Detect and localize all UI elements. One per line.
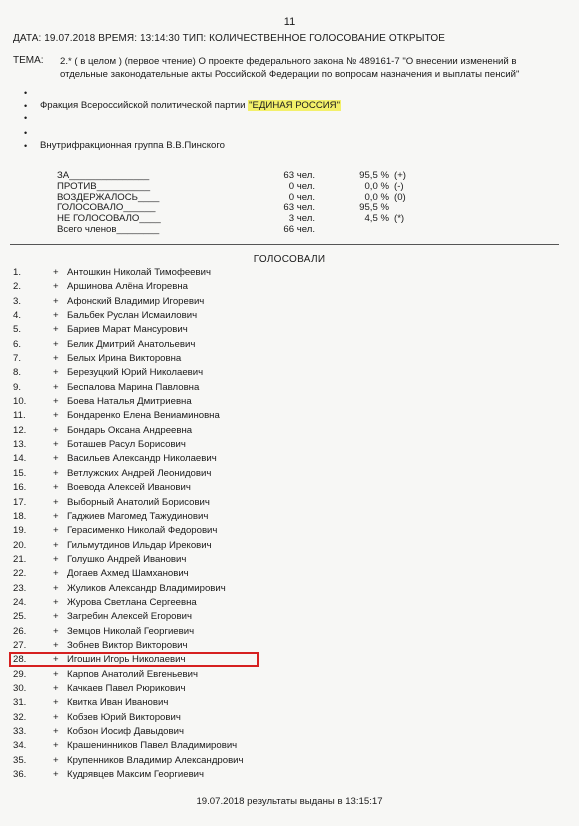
tema-label: ТЕМА: (13, 55, 44, 66)
voter-number: 8. (13, 367, 22, 379)
voter-row (13, 524, 393, 538)
voter-row (13, 352, 393, 366)
voter-name: Афонский Владимир Игоревич (67, 295, 205, 307)
voter-number: 23. (13, 582, 27, 594)
voter-vote: + (53, 726, 59, 737)
voter-row (13, 682, 393, 696)
faction-prefix: Фракция Всероссийской политической партии (40, 100, 249, 111)
voter-name: Жуликов Александр Владимирович (67, 582, 226, 594)
result-count: 63 чел. (283, 170, 315, 181)
voter-name: Кобзон Иосиф Давыдович (67, 726, 184, 737)
voter-row (13, 596, 393, 610)
voter-name: Квитка Иван Иванович (67, 697, 169, 709)
voter-number: 28. (13, 654, 27, 666)
result-count: 66 чел. (283, 223, 315, 235)
voter-name: Гаджиев Магомед Тажудинович (67, 510, 209, 522)
voter-name: Кобзев Юрий Викторович (67, 711, 181, 723)
voter-name: Бариев Марат Мансурович (67, 324, 188, 336)
voter-name: Боташев Расул Борисович (67, 439, 186, 451)
voter-name: Догаев Ахмед Шамханович (67, 568, 189, 580)
voter-name: Кудрявцев Максим Георгиевич (67, 769, 205, 781)
voter-name: Березуцкий Юрий Николаевич (67, 367, 204, 379)
voter-row (13, 696, 393, 710)
voter-name: Белых Ирина Викторовна (67, 353, 182, 365)
voter-row (13, 467, 393, 481)
voter-row (13, 725, 393, 739)
voter-vote: + (53, 754, 59, 766)
voter-number: 29. (13, 668, 27, 680)
voter-row (13, 323, 393, 337)
voter-number: 16. (13, 482, 27, 494)
voter-name: Игошин Игорь Николаевич (67, 654, 186, 666)
voter-number: 30. (13, 682, 27, 694)
voter-row (13, 610, 393, 624)
voter-row (13, 754, 393, 768)
footer-note: 19.07.2018 результаты выданы в 13:15:17 (196, 796, 383, 807)
page-number: 11 (283, 16, 296, 28)
voter-row (13, 438, 393, 452)
voter-name: Аршинова Алёна Игоревна (67, 281, 188, 293)
voter-row (13, 739, 393, 753)
voter-vote: + (53, 439, 59, 451)
voter-name: Воевода Алексей Иванович (67, 482, 191, 494)
voter-number: 7. (13, 353, 22, 365)
bullet-marker: • (24, 141, 28, 151)
result-label: ВОЗДЕРЖАЛОСЬ____ (57, 191, 160, 203)
voter-row (13, 553, 393, 567)
voter-row (13, 582, 393, 596)
document-header: ДАТА: 19.07.2018 ВРЕМЯ: 13:14:30 ТИП: КОЛИЧЕСТВЕННОЕ ГОЛОСОВАНИЕ ОТКРЫТОЕ (13, 33, 445, 44)
voter-row (13, 266, 393, 280)
voter-row (13, 768, 393, 782)
voter-number: 34. (13, 740, 27, 752)
voter-name: Боева Наталья Дмитриевна (67, 396, 192, 408)
voter-number: 27. (13, 639, 27, 651)
voter-vote: + (53, 324, 59, 336)
voter-name: Белик Дмитрий Анатольевич (67, 338, 196, 350)
voter-name: Беспалова Марина Павловна (67, 381, 200, 393)
result-count: 0 чел. (288, 191, 315, 203)
voter-name: Бальбек Руслан Исмаилович (67, 310, 198, 322)
voter-number: 35. (13, 754, 27, 766)
result-percent: 95,5 % (359, 202, 389, 214)
voter-number: 24. (13, 596, 27, 608)
voter-vote: + (53, 381, 59, 393)
voter-vote: + (53, 668, 59, 680)
bullet-marker: • (24, 88, 28, 98)
voter-vote: + (53, 625, 59, 637)
voter-number: 19. (13, 525, 27, 537)
voter-number: 1. (13, 267, 22, 278)
faction-line (40, 100, 341, 111)
bullet-marker: • (24, 128, 28, 138)
voter-vote: + (53, 353, 59, 365)
voter-name: Бондарь Оксана Андреевна (67, 424, 193, 436)
voter-name: Зобнев Виктор Викторович (67, 639, 188, 651)
result-label: ГОЛОСОВАЛО______ (57, 202, 156, 214)
voter-vote: + (53, 396, 59, 408)
voter-number: 10. (13, 396, 27, 408)
voter-vote: + (53, 295, 59, 307)
voter-number: 14. (13, 453, 27, 465)
voter-row (13, 539, 393, 553)
result-label: Всего членов________ (57, 223, 160, 235)
voter-vote: + (53, 568, 59, 580)
voter-vote: + (53, 467, 59, 479)
voter-row (13, 711, 393, 725)
group-line: Внутрифракционная группа В.В.Пинского (40, 140, 225, 151)
voter-row (13, 295, 393, 309)
voter-number: 3. (13, 295, 22, 307)
section-divider (10, 244, 559, 245)
voter-number: 15. (13, 467, 27, 479)
voter-name: Антошкин Николай Тимофеевич (67, 267, 211, 278)
voter-number: 5. (13, 324, 22, 336)
voter-name: Журова Светлана Сергеевна (67, 596, 197, 608)
voter-number: 2. (13, 281, 22, 293)
voter-vote: + (53, 740, 59, 752)
voter-number: 31. (13, 697, 27, 709)
result-count: 0 чел. (288, 180, 315, 192)
voter-vote: + (53, 496, 59, 508)
voter-row (13, 381, 393, 395)
voter-vote: + (53, 267, 59, 278)
result-percent: 95,5 % (359, 170, 389, 181)
result-label: ЗА_______________ (57, 170, 150, 181)
result-label: ПРОТИВ__________ (57, 180, 151, 192)
voter-name: Крупенников Владимир Александрович (67, 754, 244, 766)
result-mark: (-) (394, 180, 404, 192)
result-label: НЕ ГОЛОСОВАЛО____ (57, 213, 161, 225)
voter-vote: + (53, 697, 59, 709)
voter-number: 17. (13, 496, 27, 508)
voter-row (13, 481, 393, 495)
voter-vote: + (53, 711, 59, 723)
voter-number: 25. (13, 611, 27, 623)
voter-name: Качкаев Павел Рюрикович (67, 682, 186, 694)
voter-list (13, 266, 393, 782)
voter-name: Герасименко Николай Федорович (67, 525, 218, 537)
voter-vote: + (53, 539, 59, 551)
voter-vote: + (53, 510, 59, 522)
highlight-frame (9, 652, 259, 667)
voter-vote: + (53, 338, 59, 350)
voter-row (13, 309, 393, 323)
voter-name: Загребин Алексей Егорович (67, 611, 192, 623)
faction-name: "ЕДИНАЯ РОССИЯ" (249, 100, 340, 111)
voter-row (13, 366, 393, 380)
voter-number: 4. (13, 310, 22, 322)
voter-vote: + (53, 410, 59, 422)
voter-number: 33. (13, 726, 27, 737)
voter-vote: + (53, 367, 59, 379)
voter-row (13, 452, 393, 466)
voter-row (13, 424, 393, 438)
voter-vote: + (53, 553, 59, 565)
voter-number: 11. (13, 410, 26, 422)
voter-vote: + (53, 769, 59, 781)
voter-name: Земцов Николай Георгиевич (67, 625, 195, 637)
tema-text: 2.* ( в целом ) (первое чтение) О проекте федерального закона № 489161-7 "О внесении изменений в отдельные законодательные акты Российской Федерации по вопросам назначения и выплаты пенсий" (60, 56, 520, 80)
voter-row (13, 496, 393, 510)
voter-row (13, 668, 393, 682)
voter-name: Бондаренко Елена Вениаминовна (67, 410, 220, 422)
voter-number: 12. (13, 424, 27, 436)
result-percent: 0,0 % (364, 191, 389, 203)
voter-vote: + (53, 682, 59, 694)
bullet-marker: • (24, 101, 28, 111)
voter-vote: + (53, 310, 59, 322)
voter-vote: + (53, 281, 59, 293)
voter-number: 18. (13, 510, 27, 522)
result-mark: (*) (394, 213, 405, 225)
bullet-marker: • (24, 113, 28, 123)
voter-number: 36. (13, 769, 27, 781)
voter-number: 6. (13, 338, 22, 350)
result-count: 63 чел. (283, 202, 315, 214)
voter-name: Гильмутдинов Ильдар Ирекович (67, 539, 212, 551)
voter-vote: + (53, 596, 59, 608)
voter-row (13, 510, 393, 524)
voter-vote: + (53, 639, 59, 651)
voter-row (13, 625, 393, 639)
voter-name: Ветлужских Андрей Леонидович (67, 467, 212, 479)
voter-row (13, 409, 393, 423)
voter-name: Голушко Андрей Иванович (67, 553, 187, 565)
voter-row (13, 338, 393, 352)
voter-number: 21. (13, 553, 27, 565)
voter-vote: + (53, 525, 59, 537)
voter-name: Васильев Александр Николаевич (67, 453, 217, 465)
voter-vote: + (53, 424, 59, 436)
voter-number: 26. (13, 625, 27, 637)
result-percent: 0,0 % (364, 180, 389, 192)
voter-row (13, 567, 393, 581)
voter-vote: + (53, 611, 59, 623)
voter-row (13, 395, 393, 409)
result-percent: 4,5 % (364, 213, 389, 225)
voter-vote: + (53, 582, 59, 594)
voter-vote: + (53, 453, 59, 465)
voter-number: 13. (13, 439, 27, 451)
voter-number: 22. (13, 568, 27, 580)
voter-number: 32. (13, 711, 27, 723)
voter-name: Карпов Анатолий Евгеньевич (67, 668, 198, 680)
result-mark: (0) (394, 191, 406, 203)
voter-vote: + (53, 482, 59, 494)
voter-vote: + (53, 654, 59, 666)
voter-number: 9. (13, 381, 22, 393)
voter-row (13, 280, 393, 294)
voter-name: Крашенинников Павел Владимирович (67, 740, 238, 752)
voter-name: Выборный Анатолий Борисович (67, 496, 210, 508)
result-mark: (+) (394, 170, 406, 181)
voter-number: 20. (13, 539, 27, 551)
section-title: ГОЛОСОВАЛИ (253, 254, 326, 265)
result-count: 3 чел. (288, 213, 315, 225)
